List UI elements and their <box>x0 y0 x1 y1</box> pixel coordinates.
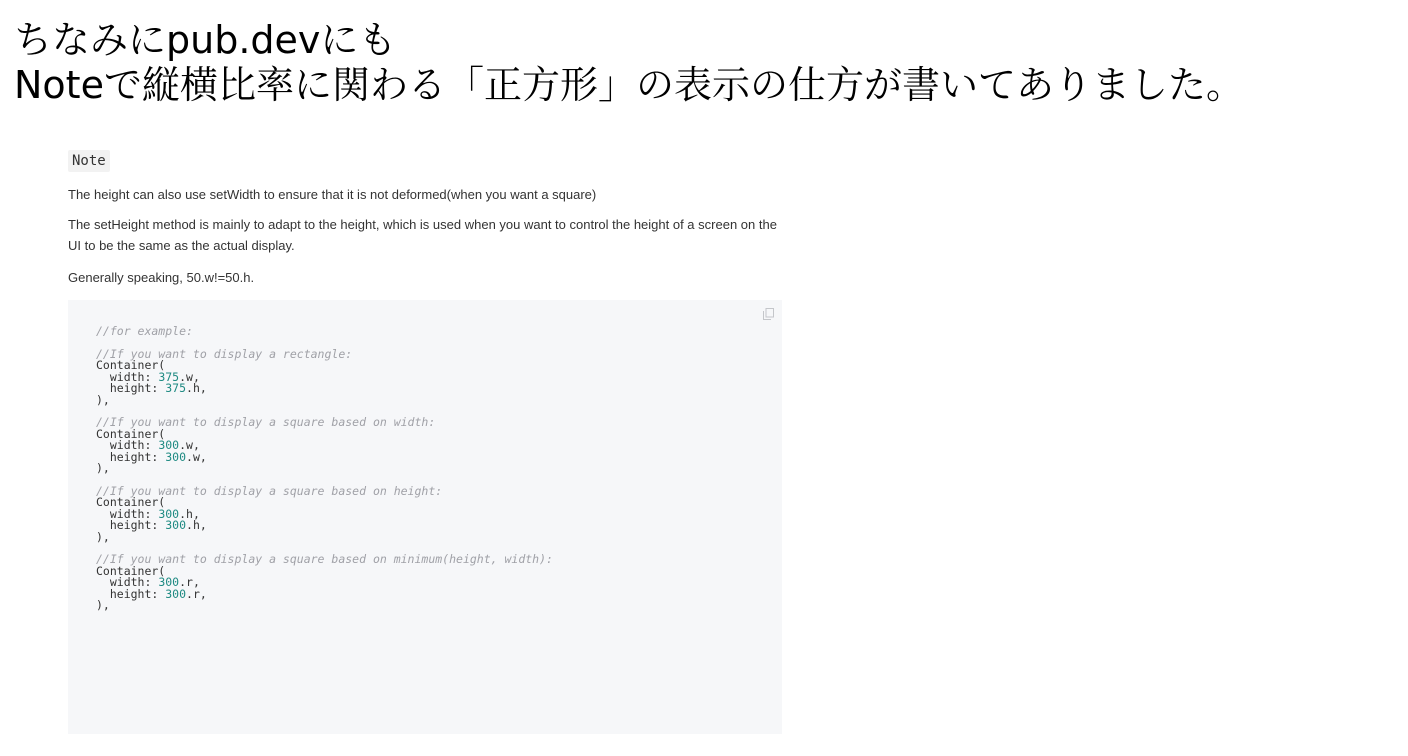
code-text: height: <box>96 381 166 395</box>
code-comment: //If you want to display a square based on width: <box>96 415 436 429</box>
code-text: .w, <box>179 438 200 452</box>
code-text: Container( <box>96 495 166 509</box>
code-text: width: <box>96 438 159 452</box>
code-text: ), <box>96 598 110 612</box>
code-text: .h, <box>179 506 200 521</box>
code-comment: //for example: <box>96 324 193 338</box>
copy-icon[interactable] <box>763 308 774 320</box>
note-label: Note <box>68 150 110 172</box>
paragraph-generally: Generally speaking, 50.w!=50.h. <box>68 270 255 285</box>
code-text: ), <box>96 529 110 544</box>
code-text: height: <box>96 449 166 464</box>
code-number: 375 <box>165 381 187 395</box>
code-number: 375 <box>158 369 180 384</box>
code-text: ), <box>96 392 110 407</box>
code-text: .r, <box>186 586 207 601</box>
headline-line-1: ちなみにpub.devにも <box>14 18 397 62</box>
code-text: .h, <box>186 381 207 395</box>
paragraph-setheight: The setHeight method is mainly to adapt to the height, which is used when you want to control the height of a screen on the UI to be the same as the actual display. <box>68 217 777 253</box>
code-block <box>68 300 782 734</box>
code-text: height: <box>96 518 166 532</box>
code-text: .w, <box>179 369 200 384</box>
code-number: 300 <box>158 506 180 521</box>
code-text: .h, <box>186 518 207 532</box>
code-text: Container( <box>96 358 166 372</box>
code-text: height: <box>96 586 166 601</box>
code-text: .w, <box>186 449 207 464</box>
code-number: 300 <box>165 449 187 464</box>
code-number: 300 <box>158 575 180 589</box>
code-number: 300 <box>165 586 187 601</box>
code-number: 300 <box>165 518 187 532</box>
code-text: ), <box>96 461 110 475</box>
code-text: Container( <box>96 426 166 441</box>
code-comment: //If you want to display a rectangle: <box>96 346 353 361</box>
code-text: width: <box>96 575 159 589</box>
code-text: Container( <box>96 563 166 578</box>
code-text: width: <box>96 506 159 521</box>
doc-screenshot <box>68 147 784 734</box>
code-number: 300 <box>158 438 180 452</box>
code-comment: //If you want to display a square based on height: <box>96 483 443 498</box>
code-text: .r, <box>179 575 200 589</box>
code-snippet <box>96 326 782 612</box>
code-comment: //If you want to display a square based on minimum(height, width): <box>96 552 553 566</box>
headline <box>14 18 1404 108</box>
code-text: width: <box>96 369 159 384</box>
paragraph-setwidth: The height can also use setWidth to ensure that it is not deformed(when you want a square) <box>68 187 597 202</box>
headline-line-2: Noteで縦横比率に関わる「正方形」の表示の仕方が書いてありました。 <box>14 63 1244 107</box>
